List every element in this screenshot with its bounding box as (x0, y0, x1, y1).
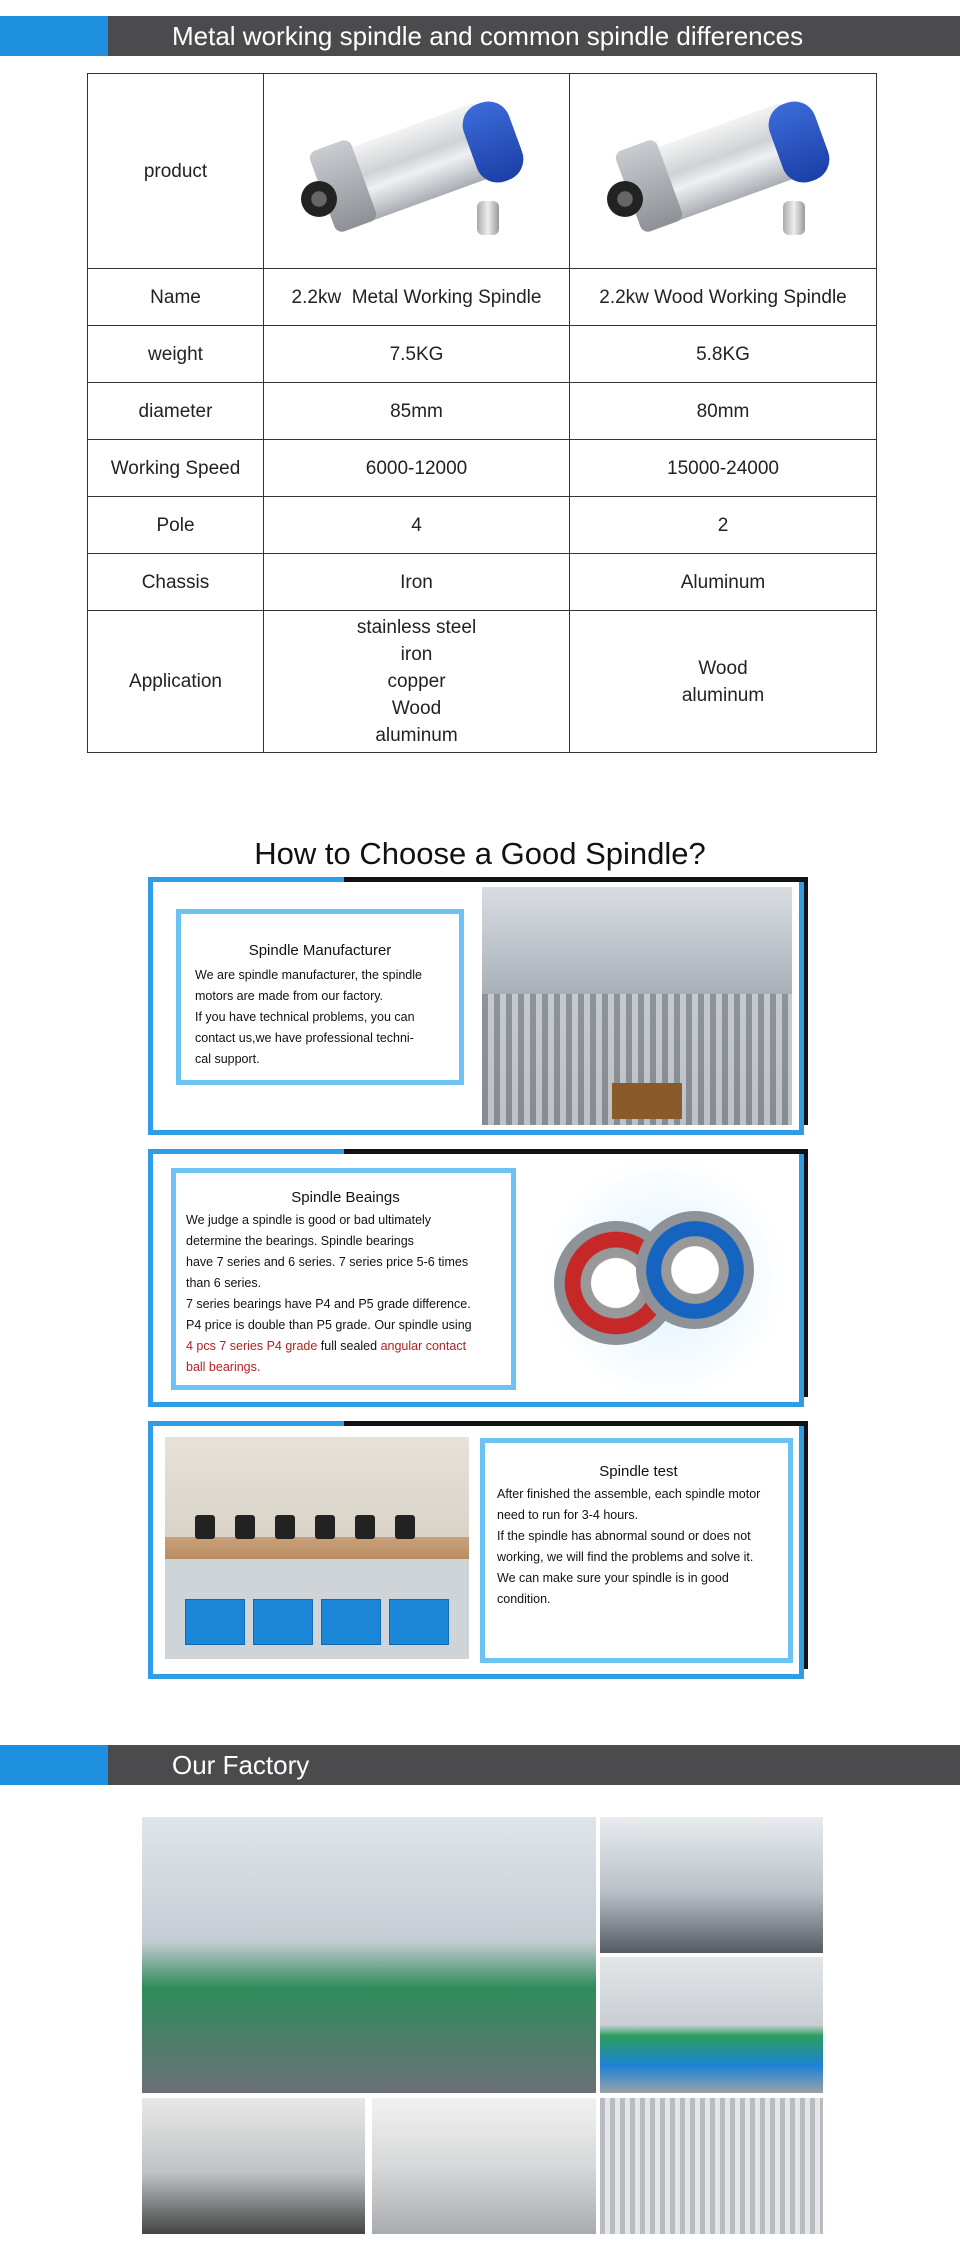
factory-workshop-photo (600, 1817, 823, 1953)
bearing-photo (536, 1159, 794, 1397)
wood-spindle-illustration (593, 91, 853, 251)
table-row-application (88, 611, 877, 753)
test-heading: Spindle test (599, 1463, 678, 1480)
wood-weight: 5.8KG (570, 326, 877, 383)
metal-application (264, 611, 570, 753)
application-item: copper (387, 671, 446, 692)
table-row (88, 383, 877, 440)
table-row-product (88, 74, 877, 269)
wood-speed: 15000-24000 (570, 440, 877, 497)
section-header-factory (0, 1745, 960, 1785)
row-label-weight: weight (88, 326, 264, 383)
factory-testing-photo (600, 1957, 823, 2093)
metal-spindle-illustration (287, 91, 547, 251)
bearings-card (171, 1168, 516, 1390)
table-row (88, 440, 877, 497)
row-label-diameter: diameter (88, 383, 264, 440)
table-row (88, 269, 877, 326)
test-text: After finished the assemble, each spindle motor need to run for 3-4 hours. If the spindle has abnormal sound or does not working, we will find the problems and solve it. We can make sure your spindle is in good condition. (497, 1487, 761, 1606)
table-row (88, 497, 877, 554)
panel-manufacturer (148, 877, 804, 1135)
wood-diameter: 80mm (570, 383, 877, 440)
metal-pole: 4 (264, 497, 570, 554)
metal-weight: 7.5KG (264, 326, 570, 383)
application-item: Wood (698, 657, 748, 679)
factory-assembly-line-photo (142, 1817, 596, 2093)
application-item: stainless steel (356, 617, 477, 638)
factory-warehouse-photo (482, 887, 792, 1125)
wood-application (570, 611, 877, 753)
wood-pole: 2 (570, 497, 877, 554)
wood-spindle-image (570, 74, 877, 269)
row-label-name: Name (88, 269, 264, 326)
comparison-table (87, 73, 877, 753)
factory-storage-photo (600, 2098, 823, 2234)
row-label-speed: Working Speed (88, 440, 264, 497)
row-label-application: Application (88, 611, 264, 753)
section-title-factory: Our Factory (172, 1750, 310, 1780)
bearings-text: We judge a spindle is good or bad ultimately determine the bearings. Spindle bearings have 7 series and 6 series. 7 series price 5-6 times than 6 series. 7 series bearings have P4 and P5 grade difference. P4 price is double than P5 grade. Our spindle using 4 pcs 7 series P4 grade full sealed angular contact ball bearings. (186, 1213, 472, 1374)
panel-test (148, 1421, 804, 1679)
factory-cnc-photo (372, 2098, 596, 2234)
manufacturer-card (176, 909, 464, 1085)
wood-chassis: Aluminum (570, 554, 877, 611)
manufacturer-heading: Spindle Manufacturer (248, 942, 392, 959)
metal-diameter: 85mm (264, 383, 570, 440)
factory-machining-photo (142, 2098, 365, 2234)
section-header-differences (0, 16, 960, 56)
header-accent (0, 16, 108, 56)
application-item: aluminum (681, 684, 765, 706)
panel-bearings (148, 1149, 804, 1407)
test-card (480, 1438, 793, 1663)
application-item: Wood (391, 698, 442, 719)
choose-title: How to Choose a Good Spindle? (254, 836, 706, 871)
table-row (88, 326, 877, 383)
metal-name: 2.2kw Metal Working Spindle (264, 269, 570, 326)
row-label-chassis: Chassis (88, 554, 264, 611)
row-label-product: product (88, 74, 264, 269)
table-row (88, 554, 877, 611)
wood-name: 2.2kw Wood Working Spindle (570, 269, 877, 326)
application-item: iron (400, 644, 433, 665)
metal-spindle-image (264, 74, 570, 269)
bearings-heading: Spindle Beaings (291, 1189, 400, 1206)
section-title-differences: Metal working spindle and common spindle differences (172, 21, 804, 51)
metal-speed: 6000-12000 (264, 440, 570, 497)
manufacturer-text: We are spindle manufacturer, the spindle motors are made from our factory. If you have technical problems, you can contact us,we have professional techni- cal support. (195, 968, 422, 1066)
row-label-pole: Pole (88, 497, 264, 554)
header-accent (0, 1745, 108, 1785)
metal-chassis: Iron (264, 554, 570, 611)
application-item: aluminum (375, 725, 458, 746)
spindle-test-photo (165, 1437, 469, 1659)
